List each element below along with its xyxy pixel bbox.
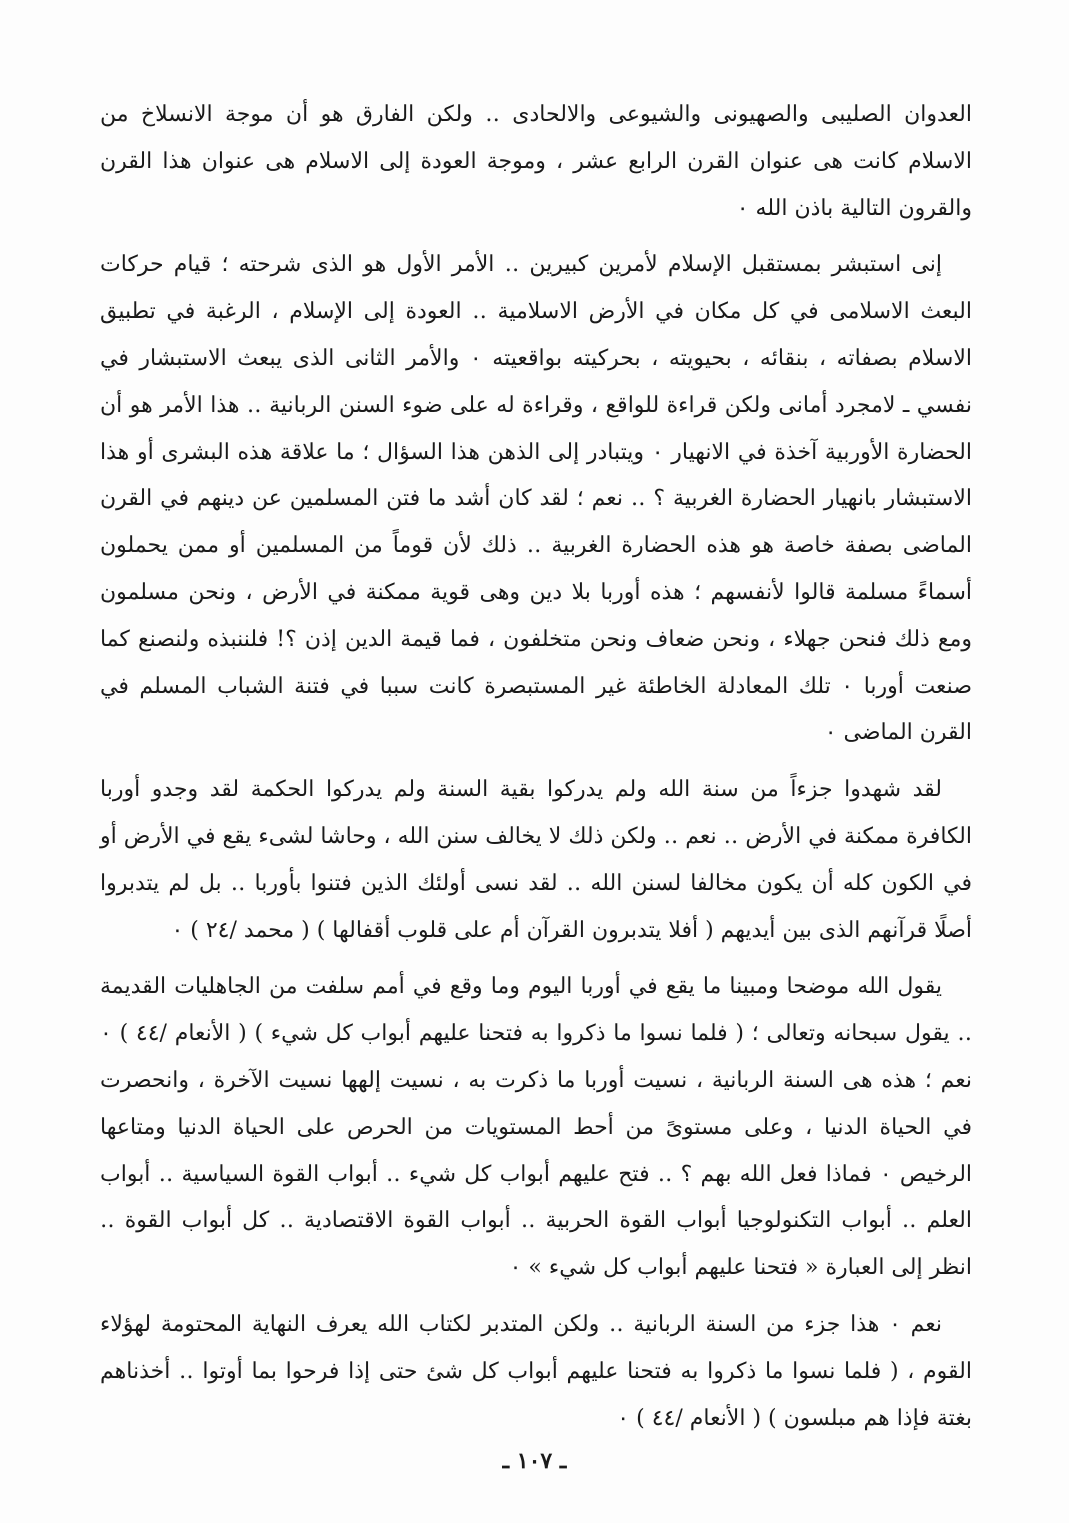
paragraph-2: إنى استبشر بمستقبل الإسلام لأمرين كبيرين ‥ الأمر الأول هو الذى شرحته ؛ قيام حركات البعث الاسلامى في كل مكان في الأرض الاسلامية ‥ العودة إلى الإسلام ، الرغبة في تطبيق الاسلام بصفاته ، بنقائه ، بحيويته ، بحركيته بواقعيته ٠ والأمر الثانى الذى يبعث الاستبشار في نفسي ـ لامجرد أمانى ولكن قراءة للواقع ، وقراءة له على ضوء السنن الربانية ‥ هذا الأمر هو أن الحضارة الأوربية آخذة في الانهيار ٠ ويتبادر إلى الذهن هذا السؤال ؛ ما علاقة هذه البشرى أو هذا الاستبشار بانهيار الحضارة الغربية ؟ ‥ نعم ؛ لقد كان أشد ما فتن المسلمين عن دينهم في القرن الماضى بصفة خاصة هو هذه الحضارة الغربية ‥ ذلك لأن قوماً من المسلمين أو ممن يحملون أسماءً مسلمة قالوا لأنفسهم ؛ هذه أوربا بلا دين وهى قوية ممكنة في الأرض ، ونحن مسلمون ومع ذلك فنحن جهلاء ، ونحن ضعاف ونحن متخلفون ، فما قيمة الدين إذن ؟! فلننبذه ولنصنع كما صنعت أوربا ٠ تلك المعادلة الخاطئة غير المستبصرة كانت سببا في فتنة الشباب المسلم في القرن الماضى ٠ bbox=[100, 252, 972, 746]
paragraph-gap bbox=[100, 232, 972, 242]
paragraph-1: العدوان الصليبى والصهيونى والشيوعى والالحادى ‥ ولكن الفارق هو أن موجة الانسلاخ من الاسلام كانت هى عنوان القرن الرابع عشر ، وموجة العودة إلى الاسلام هى عنوان هذا القرن والقرون التالية باذن الله ٠ bbox=[100, 102, 972, 221]
paragraph-5: نعم ٠ هذا جزء من السنة الربانية ‥ ولكن المتدبر لكتاب الله يعرف النهاية المحتومة لهؤلاء القوم ، ( فلما نسوا ما ذكروا به فتحنا عليهم أبواب كل شئ حتى إذا فرحوا بما أوتوا ‥ أخذناهم بغتة فإذا هم مبلسون ) ( الأنعام /٤٤ ) ٠ bbox=[100, 1311, 972, 1431]
paragraph-4: يقول الله موضحا ومبينا ما يقع في أوربا اليوم وما وقع في أمم سلفت من الجاهليات القديمة ‥ يقول سبحانه وتعالى ؛ ( فلما نسوا ما ذكروا به فتحنا عليهم أبواب كل شيء ) ( الأنعام /٤٤ ) ٠ نعم ؛ هذه هى السنة الربانية ، نسيت أوربا ما ذكرت به ، نسيت إلهها نسيت الآخرة ، وانحصرت في الحياة الدنيا ، وعلى مستوىً من أحط المستويات من الحرص على الحياة الدنيا ومتاعها الرخيص ٠ فماذا فعل الله بهم ؟ ‥ فتح عليهم أبواب كل شيء ‥ أبواب القوة السياسية ‥ أبواب العلم ‥ أبواب التكنولوجيا أبواب القوة الحربية ‥ أبواب القوة الاقتصادية ‥ كل أبواب القوة ‥ انظر إلى العبارة « فتحنا عليهم أبواب كل شيء » ٠ bbox=[100, 974, 973, 1281]
paragraph-gap bbox=[100, 954, 972, 964]
paragraph-gap bbox=[100, 757, 972, 767]
page-number: ـ ١٠٧ ـ bbox=[502, 1448, 567, 1474]
paragraph-gap bbox=[100, 1292, 972, 1302]
body-text bbox=[100, 92, 972, 1442]
paragraph-3: لقد شهدوا جزءاً من سنة الله ولم يدركوا بقية السنة ولم يدركوا الحكمة لقد وجدو أوربا الكافرة ممكنة في الأرض ‥ نعم ‥ ولكن ذلك لا يخالف سنن الله ، وحاشا لشىء يقع في الأرض أو في الكون كله أن يكون مخالفا لسنن الله ‥ لقد نسى أولئك الذين فتنوا بأوربا ‥ بل لم يتدبروا أصلًا قرآنهم الذى بين أيديهم ( أفلا يتدبرون القرآن أم على قلوب أقفالها ) ( محمد /٢٤ ) ٠ bbox=[100, 777, 972, 943]
